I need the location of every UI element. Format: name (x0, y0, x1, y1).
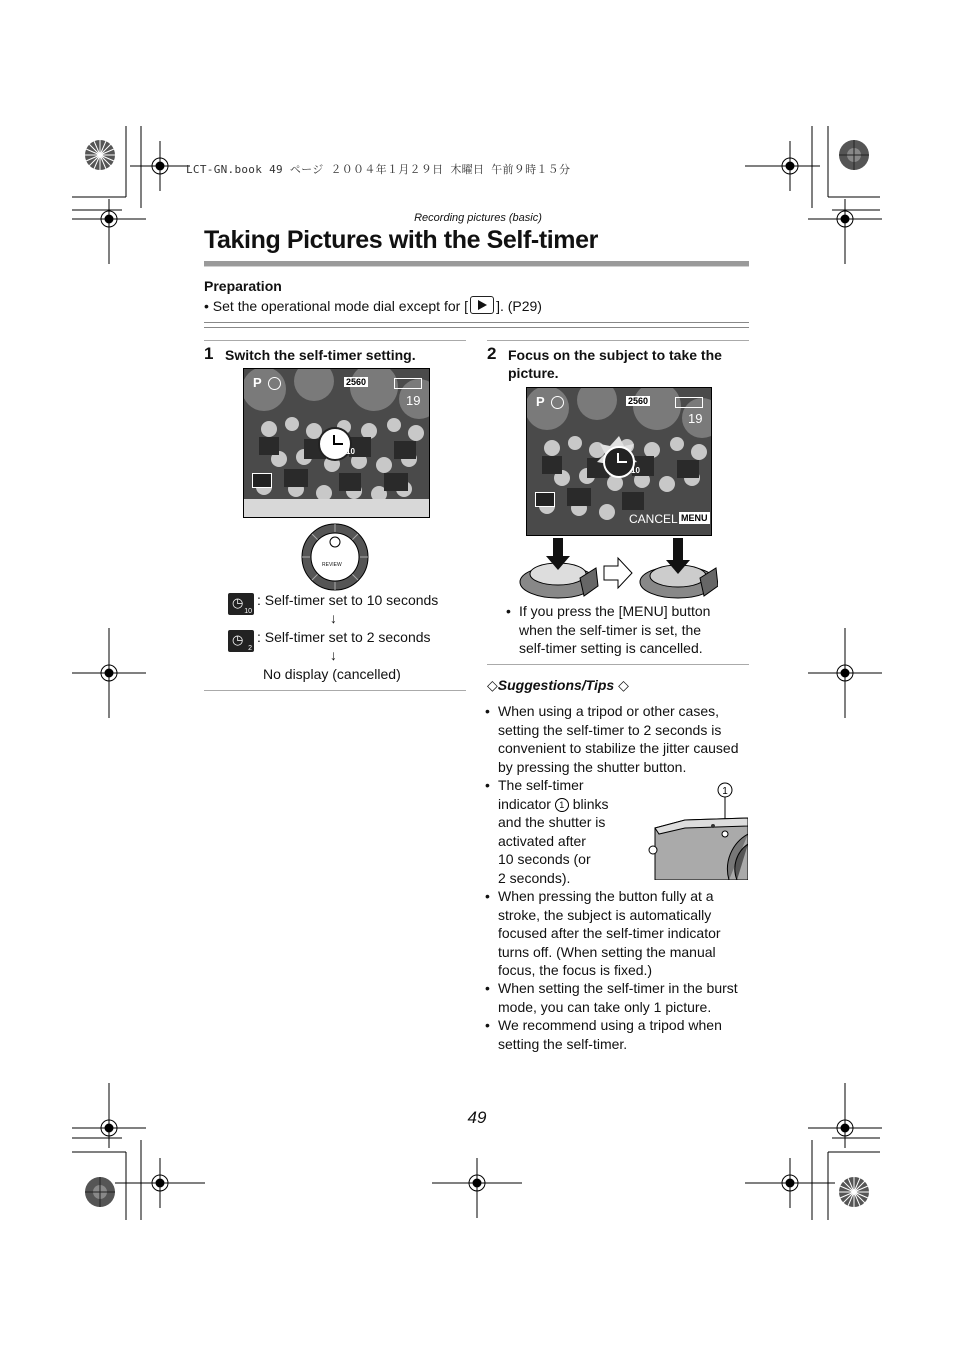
preparation-heading: Preparation (204, 278, 282, 294)
battery-icon (675, 397, 703, 408)
step-1-number: 1 (204, 344, 214, 363)
divider (204, 327, 749, 328)
callout-number-1: 1 (555, 798, 569, 812)
step-2-text-line2: picture. (508, 365, 559, 381)
step-2-number: 2 (487, 344, 497, 363)
callout-1-label: 1 (722, 786, 728, 797)
resolution-badge: 2560 (628, 396, 649, 406)
lcd-screen-step2 (526, 387, 712, 536)
tip-full-press: • When pressing the button fully at a stroke, the subject is automatically focused after the self-timer indicator turns off. (When setting the manual focus, the focus is fixed.) (498, 887, 721, 980)
tip-tripod-2sec: • When using a tripod or other cases, setting the self-timer to 2 seconds is convenient to stabilize the jitter caused by pressing the shutter button. (498, 702, 738, 776)
lcd-screen-step1 (243, 368, 430, 518)
resolution-badge: 2560 (346, 377, 367, 387)
divider (204, 690, 466, 691)
dial-review-label: REVIEW (322, 562, 342, 568)
timer-subscript: 10 (346, 447, 355, 456)
page-title: Taking Pictures with the Self-timer (204, 226, 598, 254)
play-icon (470, 296, 494, 314)
self-timer-10-icon: ◷ 10 (228, 593, 254, 615)
print-header: LCT-GN.book 49 ページ ２００４年１月２９日 木曜日 午前９時１５分 (186, 163, 571, 176)
arrow-down: ↓ (330, 610, 337, 626)
camera-front-illustration (645, 780, 748, 880)
mode-dial-icon (300, 522, 370, 592)
shutter-button-illustration (518, 538, 718, 602)
af-area-icon (252, 473, 272, 488)
option-no-display: No display (cancelled) (263, 666, 401, 682)
flash-off-icon (551, 396, 564, 409)
tips-heading: ◇Suggestions/Tips ◇ (487, 677, 629, 693)
title-rule-shadow (204, 266, 749, 267)
shot-count: 19 (406, 393, 421, 408)
mode-p-indicator: P (253, 375, 262, 390)
step-1-text: Switch the self-timer setting. (225, 347, 416, 363)
preparation-text: • Set the operational mode dial except for [ ]. (P29) (204, 298, 542, 314)
shot-count: 19 (688, 411, 703, 426)
divider (487, 664, 749, 665)
mode-p-indicator: P (536, 394, 545, 409)
section-label: Recording pictures (basic) (414, 212, 542, 224)
self-timer-2-icon: ◷ 2 (228, 630, 254, 652)
option-10-seconds: : Self-timer set to 10 seconds (257, 592, 439, 608)
page-number: 49 (467, 1108, 487, 1127)
af-area-icon (535, 492, 555, 507)
arrow-down: ↓ (330, 647, 337, 663)
cancel-label: CANCEL (629, 512, 678, 526)
menu-badge: MENU (681, 513, 708, 523)
option-2-seconds: : Self-timer set to 2 seconds (257, 629, 431, 645)
step-2-text-line1: Focus on the subject to take the (508, 347, 722, 363)
menu-cancel-note: • If you press the [MENU] button when the self-timer is set, the self-timer setting is cancelled. (519, 602, 710, 658)
flash-off-icon (268, 377, 281, 390)
tip-use-tripod: • We recommend using a tripod when setting the self-timer. (498, 1016, 722, 1053)
timer-subscript: 10 (631, 466, 640, 475)
tip-burst-mode: • When setting the self-timer in the burst mode, you can take only 1 picture. (498, 979, 738, 1016)
tip-indicator-blinks: • The self-timer indicator 1 blinks and the shutter is activated after 10 seconds (or 2 seconds). (498, 776, 609, 887)
divider (204, 322, 749, 323)
battery-icon (394, 378, 422, 389)
divider (487, 340, 749, 341)
divider (204, 340, 466, 341)
